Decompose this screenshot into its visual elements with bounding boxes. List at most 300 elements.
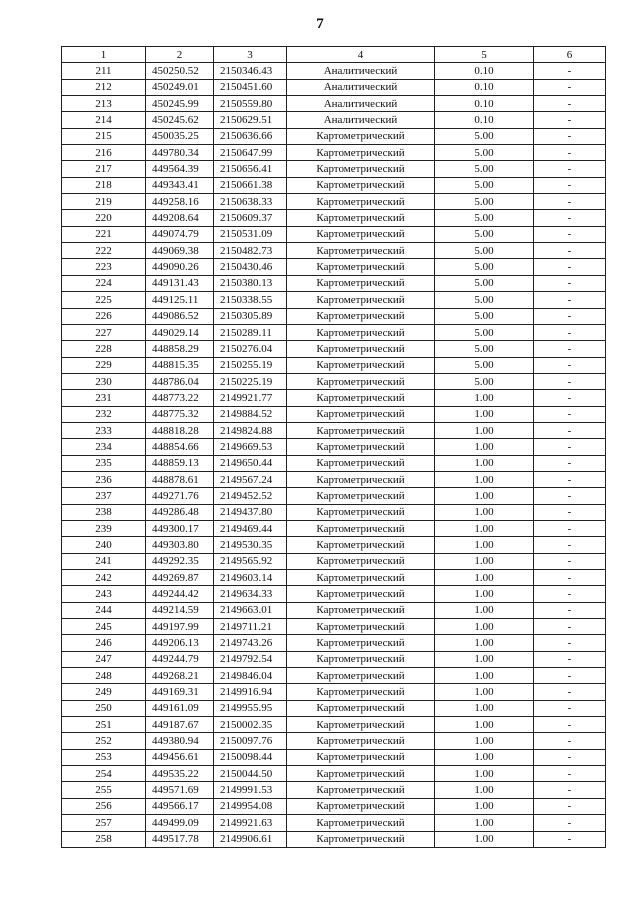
table-row [62, 210, 606, 226]
method-cell: Картометрический [287, 749, 435, 765]
note-cell: - [534, 292, 606, 308]
x-coordinate-cell: 449269.87 [146, 570, 214, 586]
table-row [62, 570, 606, 586]
y-coordinate-cell: 2150255.19 [214, 357, 287, 373]
method-cell: Картометрический [287, 798, 435, 814]
method-cell: Картометрический [287, 488, 435, 504]
x-coordinate-cell: 449161.09 [146, 700, 214, 716]
point-number-cell: 244 [62, 602, 146, 618]
point-number-cell: 230 [62, 373, 146, 389]
table-row [62, 471, 606, 487]
y-coordinate-cell: 2149906.61 [214, 831, 287, 847]
x-coordinate-cell: 448786.04 [146, 373, 214, 389]
table-row [62, 619, 606, 635]
method-cell: Аналитический [287, 96, 435, 112]
y-coordinate-cell: 2150305.89 [214, 308, 287, 324]
table-row [62, 586, 606, 602]
x-coordinate-cell: 449780.34 [146, 145, 214, 161]
y-coordinate-cell: 2149469.44 [214, 520, 287, 536]
table-row [62, 406, 606, 422]
column-header: 2 [146, 47, 214, 63]
accuracy-cell: 5.00 [435, 243, 534, 259]
y-coordinate-cell: 2150430.46 [214, 259, 287, 275]
method-cell: Аналитический [287, 112, 435, 128]
note-cell: - [534, 520, 606, 536]
y-coordinate-cell: 2150647.99 [214, 145, 287, 161]
note-cell: - [534, 259, 606, 275]
point-number-cell: 214 [62, 112, 146, 128]
table-row [62, 651, 606, 667]
accuracy-cell: 1.00 [435, 668, 534, 684]
table-row [62, 815, 606, 831]
accuracy-cell: 5.00 [435, 226, 534, 242]
method-cell: Картометрический [287, 161, 435, 177]
point-number-cell: 237 [62, 488, 146, 504]
point-number-cell: 226 [62, 308, 146, 324]
accuracy-cell: 5.00 [435, 210, 534, 226]
x-coordinate-cell: 448818.28 [146, 422, 214, 438]
x-coordinate-cell: 448773.22 [146, 390, 214, 406]
accuracy-cell: 1.00 [435, 766, 534, 782]
table-row [62, 194, 606, 210]
accuracy-cell: 1.00 [435, 700, 534, 716]
table-row [62, 243, 606, 259]
accuracy-cell: 5.00 [435, 259, 534, 275]
method-cell: Картометрический [287, 324, 435, 340]
x-coordinate-cell: 449086.52 [146, 308, 214, 324]
method-cell: Картометрический [287, 455, 435, 471]
y-coordinate-cell: 2150002.35 [214, 717, 287, 733]
y-coordinate-cell: 2150629.51 [214, 112, 287, 128]
y-coordinate-cell: 2150482.73 [214, 243, 287, 259]
x-coordinate-cell: 448815.35 [146, 357, 214, 373]
note-cell: - [534, 112, 606, 128]
method-cell: Картометрический [287, 668, 435, 684]
table-row [62, 422, 606, 438]
x-coordinate-cell: 449564.39 [146, 161, 214, 177]
note-cell: - [534, 390, 606, 406]
table-row [62, 275, 606, 291]
note-cell: - [534, 766, 606, 782]
point-number-cell: 250 [62, 700, 146, 716]
accuracy-cell: 1.00 [435, 635, 534, 651]
note-cell: - [534, 308, 606, 324]
y-coordinate-cell: 2149603.14 [214, 570, 287, 586]
y-coordinate-cell: 2149663.01 [214, 602, 287, 618]
point-number-cell: 256 [62, 798, 146, 814]
y-coordinate-cell: 2149743.26 [214, 635, 287, 651]
accuracy-cell: 1.00 [435, 733, 534, 749]
point-number-cell: 245 [62, 619, 146, 635]
note-cell: - [534, 63, 606, 79]
note-cell: - [534, 177, 606, 193]
y-coordinate-cell: 2150338.55 [214, 292, 287, 308]
x-coordinate-cell: 449535.22 [146, 766, 214, 782]
x-coordinate-cell: 450249.01 [146, 79, 214, 95]
method-cell: Картометрический [287, 766, 435, 782]
accuracy-cell: 1.00 [435, 471, 534, 487]
method-cell: Картометрический [287, 831, 435, 847]
column-header: 3 [214, 47, 287, 63]
x-coordinate-cell: 449286.48 [146, 504, 214, 520]
table-row [62, 390, 606, 406]
x-coordinate-cell: 448859.13 [146, 455, 214, 471]
method-cell: Картометрический [287, 651, 435, 667]
point-number-cell: 246 [62, 635, 146, 651]
note-cell: - [534, 700, 606, 716]
table-row [62, 553, 606, 569]
y-coordinate-cell: 2150638.33 [214, 194, 287, 210]
point-number-cell: 213 [62, 96, 146, 112]
table-row [62, 717, 606, 733]
method-cell: Картометрический [287, 471, 435, 487]
y-coordinate-cell: 2150661.38 [214, 177, 287, 193]
accuracy-cell: 0.10 [435, 112, 534, 128]
accuracy-cell: 5.00 [435, 145, 534, 161]
note-cell: - [534, 815, 606, 831]
table-row [62, 439, 606, 455]
note-cell: - [534, 717, 606, 733]
point-number-cell: 247 [62, 651, 146, 667]
note-cell: - [534, 243, 606, 259]
method-cell: Картометрический [287, 782, 435, 798]
method-cell: Картометрический [287, 537, 435, 553]
point-number-cell: 217 [62, 161, 146, 177]
accuracy-cell: 1.00 [435, 406, 534, 422]
accuracy-cell: 5.00 [435, 292, 534, 308]
method-cell: Картометрический [287, 210, 435, 226]
accuracy-cell: 1.00 [435, 651, 534, 667]
accuracy-cell: 1.00 [435, 602, 534, 618]
note-cell: - [534, 145, 606, 161]
method-cell: Картометрический [287, 177, 435, 193]
accuracy-cell: 5.00 [435, 308, 534, 324]
x-coordinate-cell: 449517.78 [146, 831, 214, 847]
x-coordinate-cell: 449456.61 [146, 749, 214, 765]
y-coordinate-cell: 2150098.44 [214, 749, 287, 765]
table-row [62, 635, 606, 651]
x-coordinate-cell: 449499.09 [146, 815, 214, 831]
x-coordinate-cell: 449244.42 [146, 586, 214, 602]
table-header-row [62, 47, 606, 63]
y-coordinate-cell: 2149955.95 [214, 700, 287, 716]
x-coordinate-cell: 448878.61 [146, 471, 214, 487]
note-cell: - [534, 504, 606, 520]
point-number-cell: 257 [62, 815, 146, 831]
point-number-cell: 242 [62, 570, 146, 586]
table-row [62, 308, 606, 324]
method-cell: Картометрический [287, 128, 435, 144]
point-number-cell: 225 [62, 292, 146, 308]
table-row [62, 226, 606, 242]
method-cell: Картометрический [287, 390, 435, 406]
accuracy-cell: 5.00 [435, 357, 534, 373]
table-row [62, 324, 606, 340]
note-cell: - [534, 341, 606, 357]
accuracy-cell: 5.00 [435, 177, 534, 193]
table-row [62, 63, 606, 79]
method-cell: Картометрический [287, 275, 435, 291]
y-coordinate-cell: 2149634.33 [214, 586, 287, 602]
y-coordinate-cell: 2150380.13 [214, 275, 287, 291]
table-row [62, 684, 606, 700]
point-number-cell: 241 [62, 553, 146, 569]
point-number-cell: 224 [62, 275, 146, 291]
column-header: 4 [287, 47, 435, 63]
x-coordinate-cell: 450245.99 [146, 96, 214, 112]
x-coordinate-cell: 449292.35 [146, 553, 214, 569]
y-coordinate-cell: 2150531.09 [214, 226, 287, 242]
note-cell: - [534, 553, 606, 569]
method-cell: Картометрический [287, 439, 435, 455]
table-row [62, 700, 606, 716]
x-coordinate-cell: 448858.29 [146, 341, 214, 357]
x-coordinate-cell: 449131.43 [146, 275, 214, 291]
column-header: 6 [534, 47, 606, 63]
method-cell: Картометрический [287, 635, 435, 651]
point-number-cell: 248 [62, 668, 146, 684]
accuracy-cell: 1.00 [435, 390, 534, 406]
note-cell: - [534, 357, 606, 373]
y-coordinate-cell: 2149565.92 [214, 553, 287, 569]
y-coordinate-cell: 2149824.88 [214, 422, 287, 438]
note-cell: - [534, 471, 606, 487]
point-number-cell: 234 [62, 439, 146, 455]
table-row [62, 259, 606, 275]
method-cell: Картометрический [287, 341, 435, 357]
method-cell: Картометрический [287, 570, 435, 586]
note-cell: - [534, 96, 606, 112]
accuracy-cell: 1.00 [435, 570, 534, 586]
point-number-cell: 238 [62, 504, 146, 520]
x-coordinate-cell: 449566.17 [146, 798, 214, 814]
y-coordinate-cell: 2149567.24 [214, 471, 287, 487]
point-number-cell: 227 [62, 324, 146, 340]
x-coordinate-cell: 449197.99 [146, 619, 214, 635]
x-coordinate-cell: 449069.38 [146, 243, 214, 259]
method-cell: Картометрический [287, 145, 435, 161]
y-coordinate-cell: 2149991.53 [214, 782, 287, 798]
point-number-cell: 228 [62, 341, 146, 357]
accuracy-cell: 0.10 [435, 63, 534, 79]
y-coordinate-cell: 2150636.66 [214, 128, 287, 144]
x-coordinate-cell: 449125.11 [146, 292, 214, 308]
method-cell: Картометрический [287, 733, 435, 749]
method-cell: Картометрический [287, 406, 435, 422]
method-cell: Картометрический [287, 373, 435, 389]
note-cell: - [534, 488, 606, 504]
method-cell: Картометрический [287, 700, 435, 716]
x-coordinate-cell: 449303.80 [146, 537, 214, 553]
x-coordinate-cell: 449214.59 [146, 602, 214, 618]
note-cell: - [534, 831, 606, 847]
method-cell: Картометрический [287, 586, 435, 602]
accuracy-cell: 5.00 [435, 275, 534, 291]
x-coordinate-cell: 449206.13 [146, 635, 214, 651]
point-number-cell: 253 [62, 749, 146, 765]
x-coordinate-cell: 449268.21 [146, 668, 214, 684]
x-coordinate-cell: 449029.14 [146, 324, 214, 340]
table-row [62, 96, 606, 112]
x-coordinate-cell: 449074.79 [146, 226, 214, 242]
method-cell: Картометрический [287, 194, 435, 210]
table-row [62, 504, 606, 520]
accuracy-cell: 1.00 [435, 553, 534, 569]
y-coordinate-cell: 2149650.44 [214, 455, 287, 471]
point-number-cell: 221 [62, 226, 146, 242]
accuracy-cell: 1.00 [435, 520, 534, 536]
x-coordinate-cell: 449208.64 [146, 210, 214, 226]
point-number-cell: 236 [62, 471, 146, 487]
accuracy-cell: 1.00 [435, 749, 534, 765]
method-cell: Картометрический [287, 553, 435, 569]
note-cell: - [534, 373, 606, 389]
y-coordinate-cell: 2150559.80 [214, 96, 287, 112]
point-number-cell: 252 [62, 733, 146, 749]
table-row [62, 520, 606, 536]
accuracy-cell: 1.00 [435, 455, 534, 471]
table-row [62, 112, 606, 128]
coordinates-table [61, 46, 606, 848]
note-cell: - [534, 537, 606, 553]
accuracy-cell: 1.00 [435, 488, 534, 504]
accuracy-cell: 5.00 [435, 161, 534, 177]
note-cell: - [534, 635, 606, 651]
note-cell: - [534, 684, 606, 700]
note-cell: - [534, 422, 606, 438]
accuracy-cell: 1.00 [435, 619, 534, 635]
y-coordinate-cell: 2149452.52 [214, 488, 287, 504]
table-row [62, 79, 606, 95]
accuracy-cell: 5.00 [435, 194, 534, 210]
x-coordinate-cell: 449571.69 [146, 782, 214, 798]
point-number-cell: 258 [62, 831, 146, 847]
y-coordinate-cell: 2150609.37 [214, 210, 287, 226]
point-number-cell: 220 [62, 210, 146, 226]
y-coordinate-cell: 2150044.50 [214, 766, 287, 782]
table-row [62, 782, 606, 798]
note-cell: - [534, 226, 606, 242]
x-coordinate-cell: 449300.17 [146, 520, 214, 536]
table-row [62, 455, 606, 471]
y-coordinate-cell: 2149921.77 [214, 390, 287, 406]
method-cell: Картометрический [287, 259, 435, 275]
method-cell: Картометрический [287, 619, 435, 635]
method-cell: Картометрический [287, 815, 435, 831]
note-cell: - [534, 210, 606, 226]
point-number-cell: 231 [62, 390, 146, 406]
y-coordinate-cell: 2150346.43 [214, 63, 287, 79]
x-coordinate-cell: 449258.16 [146, 194, 214, 210]
point-number-cell: 254 [62, 766, 146, 782]
accuracy-cell: 5.00 [435, 128, 534, 144]
table-row [62, 341, 606, 357]
table-row [62, 373, 606, 389]
table-row [62, 668, 606, 684]
point-number-cell: 216 [62, 145, 146, 161]
accuracy-cell: 1.00 [435, 798, 534, 814]
point-number-cell: 219 [62, 194, 146, 210]
method-cell: Картометрический [287, 357, 435, 373]
method-cell: Картометрический [287, 422, 435, 438]
accuracy-cell: 0.10 [435, 96, 534, 112]
point-number-cell: 255 [62, 782, 146, 798]
x-coordinate-cell: 449271.76 [146, 488, 214, 504]
y-coordinate-cell: 2150656.41 [214, 161, 287, 177]
y-coordinate-cell: 2149669.53 [214, 439, 287, 455]
note-cell: - [534, 439, 606, 455]
point-number-cell: 218 [62, 177, 146, 193]
table-row [62, 292, 606, 308]
y-coordinate-cell: 2149792.54 [214, 651, 287, 667]
method-cell: Картометрический [287, 308, 435, 324]
accuracy-cell: 5.00 [435, 324, 534, 340]
point-number-cell: 232 [62, 406, 146, 422]
page-number: 7 [316, 16, 324, 32]
y-coordinate-cell: 2149437.80 [214, 504, 287, 520]
point-number-cell: 229 [62, 357, 146, 373]
table-row [62, 766, 606, 782]
note-cell: - [534, 194, 606, 210]
table-row [62, 798, 606, 814]
note-cell: - [534, 651, 606, 667]
x-coordinate-cell: 449187.67 [146, 717, 214, 733]
point-number-cell: 243 [62, 586, 146, 602]
table-row [62, 831, 606, 847]
accuracy-cell: 1.00 [435, 422, 534, 438]
note-cell: - [534, 455, 606, 471]
point-number-cell: 222 [62, 243, 146, 259]
point-number-cell: 240 [62, 537, 146, 553]
x-coordinate-cell: 449169.31 [146, 684, 214, 700]
point-number-cell: 233 [62, 422, 146, 438]
accuracy-cell: 1.00 [435, 504, 534, 520]
y-coordinate-cell: 2149846.04 [214, 668, 287, 684]
x-coordinate-cell: 449380.94 [146, 733, 214, 749]
method-cell: Аналитический [287, 79, 435, 95]
table-row [62, 357, 606, 373]
point-number-cell: 212 [62, 79, 146, 95]
accuracy-cell: 1.00 [435, 684, 534, 700]
x-coordinate-cell: 449090.26 [146, 259, 214, 275]
point-number-cell: 215 [62, 128, 146, 144]
point-number-cell: 239 [62, 520, 146, 536]
accuracy-cell: 1.00 [435, 586, 534, 602]
y-coordinate-cell: 2150097.76 [214, 733, 287, 749]
method-cell: Картометрический [287, 684, 435, 700]
y-coordinate-cell: 2150276.04 [214, 341, 287, 357]
note-cell: - [534, 324, 606, 340]
note-cell: - [534, 782, 606, 798]
table-row [62, 145, 606, 161]
x-coordinate-cell: 448775.32 [146, 406, 214, 422]
accuracy-cell: 1.00 [435, 717, 534, 733]
note-cell: - [534, 275, 606, 291]
table-row [62, 537, 606, 553]
accuracy-cell: 1.00 [435, 439, 534, 455]
note-cell: - [534, 570, 606, 586]
y-coordinate-cell: 2149916.94 [214, 684, 287, 700]
y-coordinate-cell: 2149954.08 [214, 798, 287, 814]
method-cell: Картометрический [287, 226, 435, 242]
note-cell: - [534, 619, 606, 635]
point-number-cell: 235 [62, 455, 146, 471]
accuracy-cell: 0.10 [435, 79, 534, 95]
y-coordinate-cell: 2150225.19 [214, 373, 287, 389]
table-row [62, 161, 606, 177]
x-coordinate-cell: 450035.25 [146, 128, 214, 144]
x-coordinate-cell: 449244.79 [146, 651, 214, 667]
